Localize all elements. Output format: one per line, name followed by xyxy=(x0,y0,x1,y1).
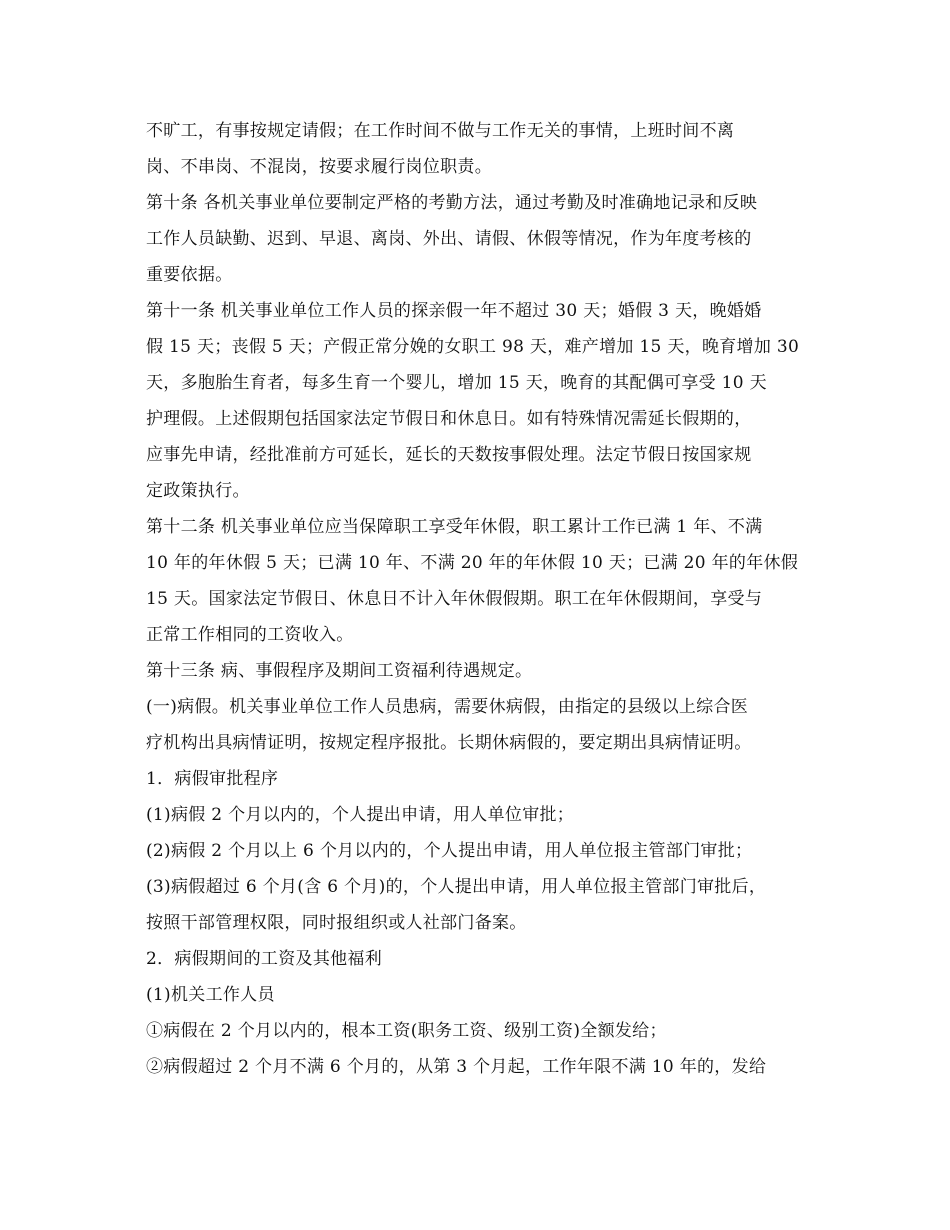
text-line: 天，多胞胎生育者，每多生育一个婴儿，增加 15 天，晚育的其配偶可享受 10 天 xyxy=(146,373,767,393)
text-line: 不旷工，有事按规定请假；在工作时间不做与工作无关的事情，上班时间不离 xyxy=(146,121,735,141)
text-line: 护理假。上述假期包括国家法定节假日和休息日。如有特殊情况需延长假期的， xyxy=(146,409,752,429)
text-line: 15 天。国家法定节假日、休息日不计入年休假假期。职工在年休假期间，享受与 xyxy=(146,589,763,609)
text-line: (2)病假 2 个月以上 6 个月以内的，个人提出申请，用人单位报主管部门审批； xyxy=(146,841,753,861)
text-line: 假 15 天；丧假 5 天；产假正常分娩的女职工 98 天，难产增加 15 天，晚育增加 30 xyxy=(146,337,800,357)
text-line: 2．病假期间的工资及其他福利 xyxy=(146,949,383,969)
text-line: (3)病假超过 6 个月(含 6 个月)的，个人提出申请，用人单位报主管部门审批后， xyxy=(146,877,767,897)
text-line: ②病假超过 2 个月不满 6 个月的，从第 3 个月起，工作年限不满 10 年的，发给 xyxy=(146,1057,767,1077)
text-line: 10 年的年休假 5 天；已满 10 年、不满 20 年的年休假 10 天；已满 20 年的年休假 xyxy=(146,553,799,573)
text-line: 第十三条 病、事假程序及期间工资福利待遇规定。 xyxy=(146,661,533,681)
text-line: 正常工作相同的工资收入。 xyxy=(146,625,354,645)
text-line: 重要依据。 xyxy=(146,265,233,285)
text-line: 应事先申请，经批准前方可延长，延长的天数按事假处理。法定节假日按国家规 xyxy=(146,445,752,465)
text-line: 第十一条 机关事业单位工作人员的探亲假一年不超过 30 天；婚假 3 天，晚婚婚 xyxy=(146,301,762,321)
text-line: (1)机关工作人员 xyxy=(146,985,275,1005)
text-line: 工作人员缺勤、迟到、早退、离岗、外出、请假、休假等情况，作为年度考核的 xyxy=(146,229,752,249)
text-line: 按照干部管理权限，同时报组织或人社部门备案。 xyxy=(146,913,527,933)
text-line: (1)病假 2 个月以内的，个人提出申请，用人单位审批； xyxy=(146,805,575,825)
text-line: (一)病假。机关事业单位工作人员患病，需要休病假，由指定的县级以上综合医 xyxy=(146,697,749,717)
text-line: 第十二条 机关事业单位应当保障职工享受年休假，职工累计工作已满 1 年、不满 xyxy=(146,517,763,537)
text-line: 疗机构出具病情证明，按规定程序报批。长期休病假的，要定期出具病情证明。 xyxy=(146,733,752,753)
text-line: 岗、不串岗、不混岗，按要求履行岗位职责。 xyxy=(146,157,492,177)
document-page xyxy=(146,113,806,1085)
text-line: 1．病假审批程序 xyxy=(146,769,279,789)
text-line: 第十条 各机关事业单位要制定严格的考勤方法，通过考勤及时准确地记录和反映 xyxy=(146,193,758,213)
text-line: 定政策执行。 xyxy=(146,481,250,501)
text-line: ①病假在 2 个月以内的，根本工资(职务工资、级别工资)全额发给； xyxy=(146,1021,667,1041)
